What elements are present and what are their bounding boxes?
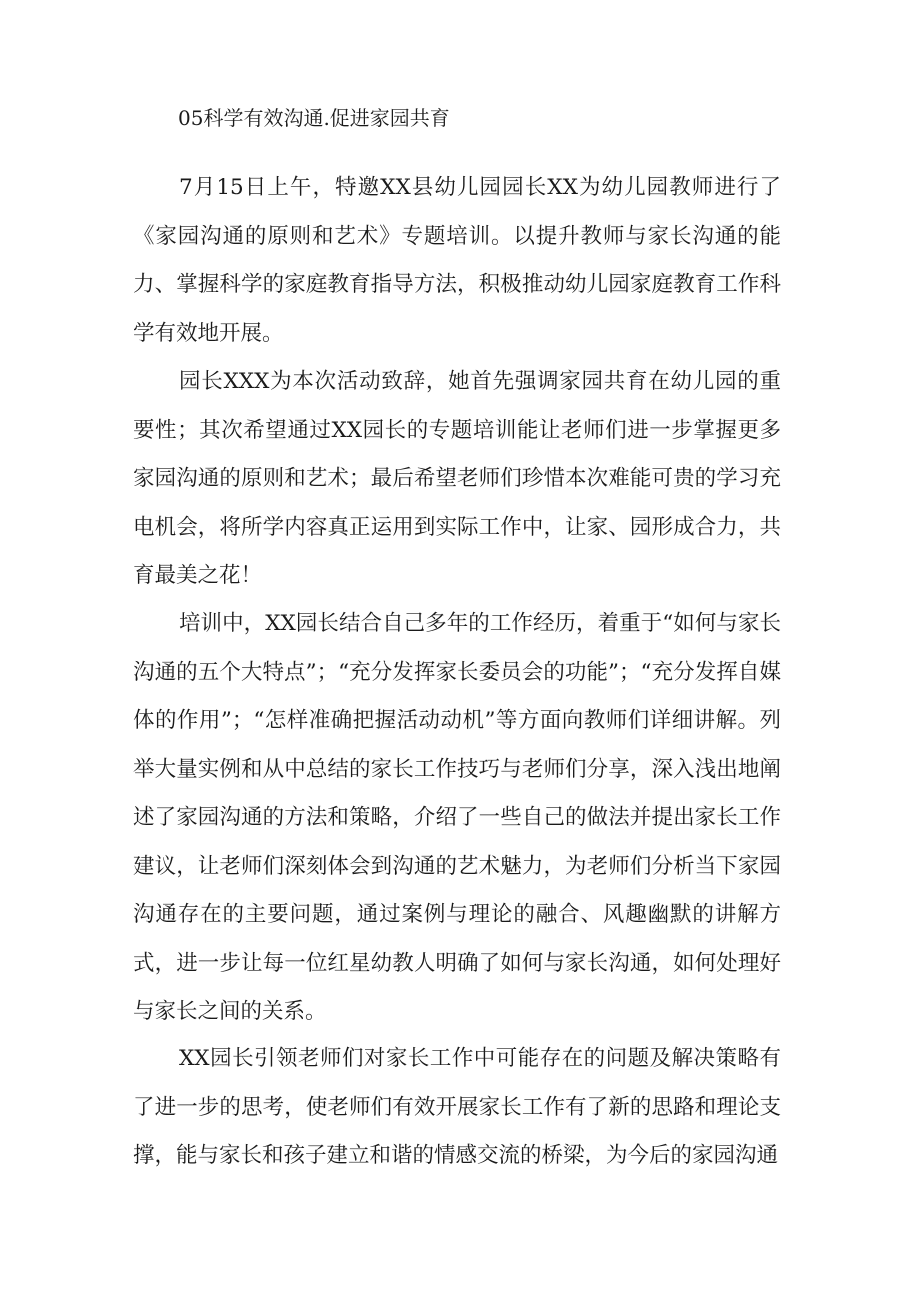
paragraph-3: 培训中，XX园长结合自己多年的工作经历，着重于“如何与家长沟通的五个大特点”；“充分发挥家长委员会的功能”；“充分发挥自媒体的作用”；“怎样准确把握活动动机”等方面向教师们详细讲解。列举大量实例和从中总结的家长工作技巧与老师们分享，深入浅出地阐述了家园沟通的方法和策略，介绍了一些自己的做法并提出家长工作建议，让老师们深刻体会到沟通的艺术魅力，为老师们分析当下家园沟通存在的主要问题，通过案例与理论的融合、风趣幽默的讲解方式，进一步让每一位红星幼教人明确了如何与家长沟通，如何处理好与家长之间的关系。 [133, 611, 781, 1024]
paragraph-4: XX园长引领老师们对家长工作中可能存在的问题及解决策略有了进一步的思考，使老师们有效开展家长工作有了新的思路和理论支撑，能与家长和孩子建立和谐的情感交流的桥梁，为今后的家园沟通 [133, 1046, 781, 1168]
paragraph-2: 园长XXX为本次活动致辞，她首先强调家园共育在幼儿园的重要性；其次希望通过XX园长的专题培训能让老师们进一步掌握更多家园沟通的原则和艺术；最后希望老师们珍惜本次难能可贵的学习充电机会，将所学内容真正运用到实际工作中，让家、园形成合力，共育最美之花！ [133, 369, 781, 588]
section-heading: 05科学有效沟通.促进家园共育 [178, 106, 450, 130]
paragraph-1: 7月15日上午，特邀XX县幼儿园园长XX为幼儿园教师进行了《家园沟通的原则和艺术》专题培训。以提升教师与家长沟通的能力、掌握科学的家庭教育指导方法，积极推动幼儿园家庭教育工作科学有效地开展。 [133, 175, 781, 346]
